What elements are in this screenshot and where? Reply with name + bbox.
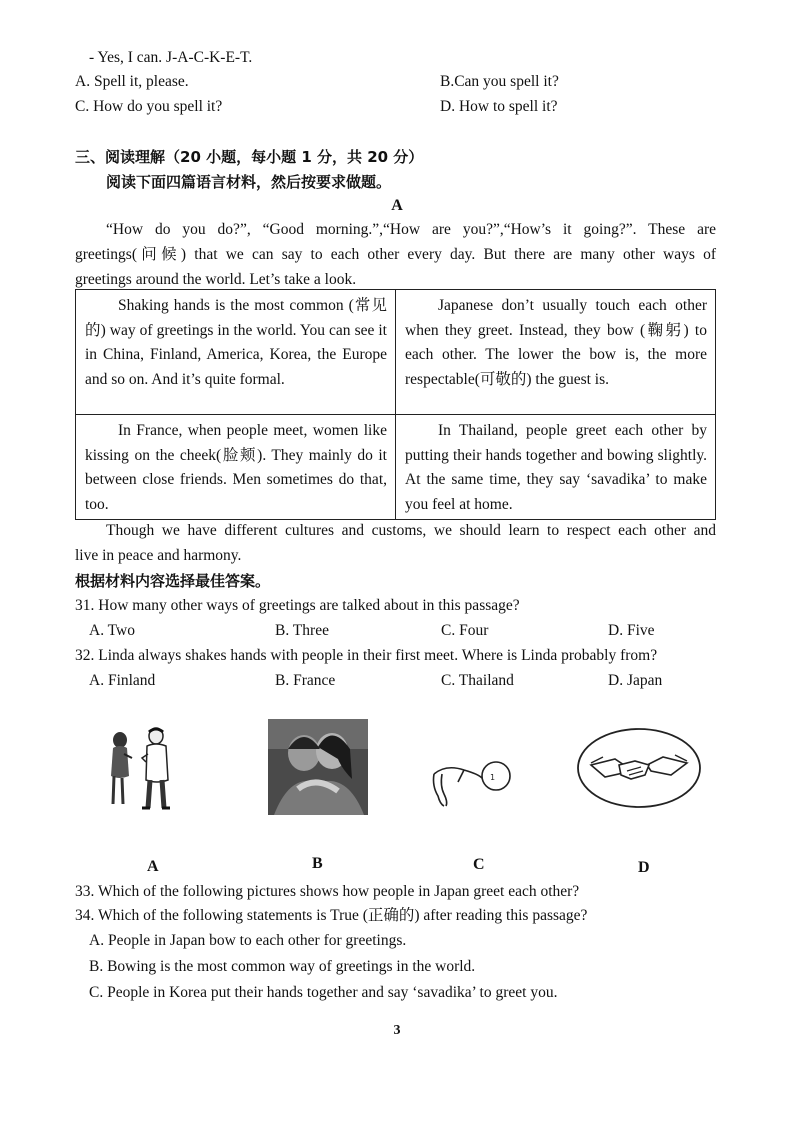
prev-answer-line: - Yes, I can. J-A-C-K-E-T. <box>89 49 253 66</box>
page-number: 3 <box>393 1023 401 1038</box>
q34-option-a: A. People in Japan bow to each other for greetings. <box>89 932 407 949</box>
q32-option-b: B. France <box>275 672 336 689</box>
table-cell-japan: Japanese don’t usually touch each other when they greet. Instead, they bow (鞠躬) to each other. The lower the bow is, the more respectable(可敬的) the guest is. <box>396 290 716 415</box>
q32-option-d: D. Japan <box>608 672 663 689</box>
q31-option-a: A. Two <box>89 622 135 639</box>
picture-label-b: B <box>312 855 323 872</box>
question-34: 34. Which of the following statements is True (正确的) after reading this passage? <box>75 907 588 924</box>
picture-label-c: C <box>473 856 485 873</box>
prev-option-a: A. Spell it, please. <box>75 73 189 90</box>
svg-text:1: 1 <box>490 773 496 782</box>
closing-line-2: live in peace and harmony. <box>75 547 242 564</box>
table-cell-france: In France, when people meet, women like kissing on the cheek(脸颊). They mainly do it between close friends. Men sometimes do that, too. <box>76 415 396 520</box>
choose-instruction: 根据材料内容选择最佳答案。 <box>75 572 271 590</box>
table-cell-handshake: Shaking hands is the most common (常见的) way of greetings in the world. You can see it in China, Finland, America, Korea, the Europe and so on. And it’s quite formal. <box>76 290 396 415</box>
picture-label-d: D <box>638 859 650 876</box>
q31-option-c: C. Four <box>441 622 489 639</box>
table-cell-thailand: In Thailand, people greet each other by putting their hands together and bowing slightly. At the same time, they say ‘savadika’ to make you feel at home. <box>396 415 716 520</box>
picture-label-a: A <box>147 858 159 875</box>
q34-option-c: C. People in Korea put their hands together and say ‘savadika’ to greet you. <box>89 984 558 1001</box>
prev-option-c: C. How do you spell it? <box>75 98 223 115</box>
prev-option-b: B.Can you spell it? <box>440 73 559 90</box>
section-heading: 三、阅读理解（20 小题，每小题 1 分，共 20 分） <box>75 148 424 166</box>
picture-c-bowing-illustration <box>430 760 522 810</box>
intro-line-2: greetings(问候) that we can say to each other every day. But there are many other ways of <box>75 246 716 263</box>
question-33: 33. Which of the following pictures shows how people in Japan greet each other? <box>75 883 580 900</box>
question-32: 32. Linda always shakes hands with people in their first meet. Where is Linda probably from? <box>75 647 658 664</box>
question-31: 31. How many other ways of greetings are talked about in this passage? <box>75 597 520 614</box>
picture-b-cheek-kiss-photo <box>268 719 368 815</box>
q32-option-c: C. Thailand <box>441 672 514 689</box>
picture-d-handshake-illustration <box>575 727 703 809</box>
q34-option-b: B. Bowing is the most common way of greetings in the world. <box>89 958 476 975</box>
passage-label: A <box>391 197 403 214</box>
q32-option-a: A. Finland <box>89 672 156 689</box>
intro-line-3: greetings around the world. Let’s take a look. <box>75 271 357 288</box>
intro-line-1: “How do you do?”, “Good morning.”,“How are you?”,“How’s it going?”. These are <box>106 221 716 238</box>
q31-option-b: B. Three <box>275 622 329 639</box>
greetings-table <box>75 289 716 520</box>
q31-option-d: D. Five <box>608 622 655 639</box>
section-instruction: 阅读下面四篇语言材料，然后按要求做题。 <box>106 173 392 191</box>
closing-line-1: Though we have different cultures and customs, we should learn to respect each other and <box>106 522 716 539</box>
picture-a-hands-together-illustration <box>102 724 182 812</box>
prev-option-d: D. How to spell it? <box>440 98 558 115</box>
